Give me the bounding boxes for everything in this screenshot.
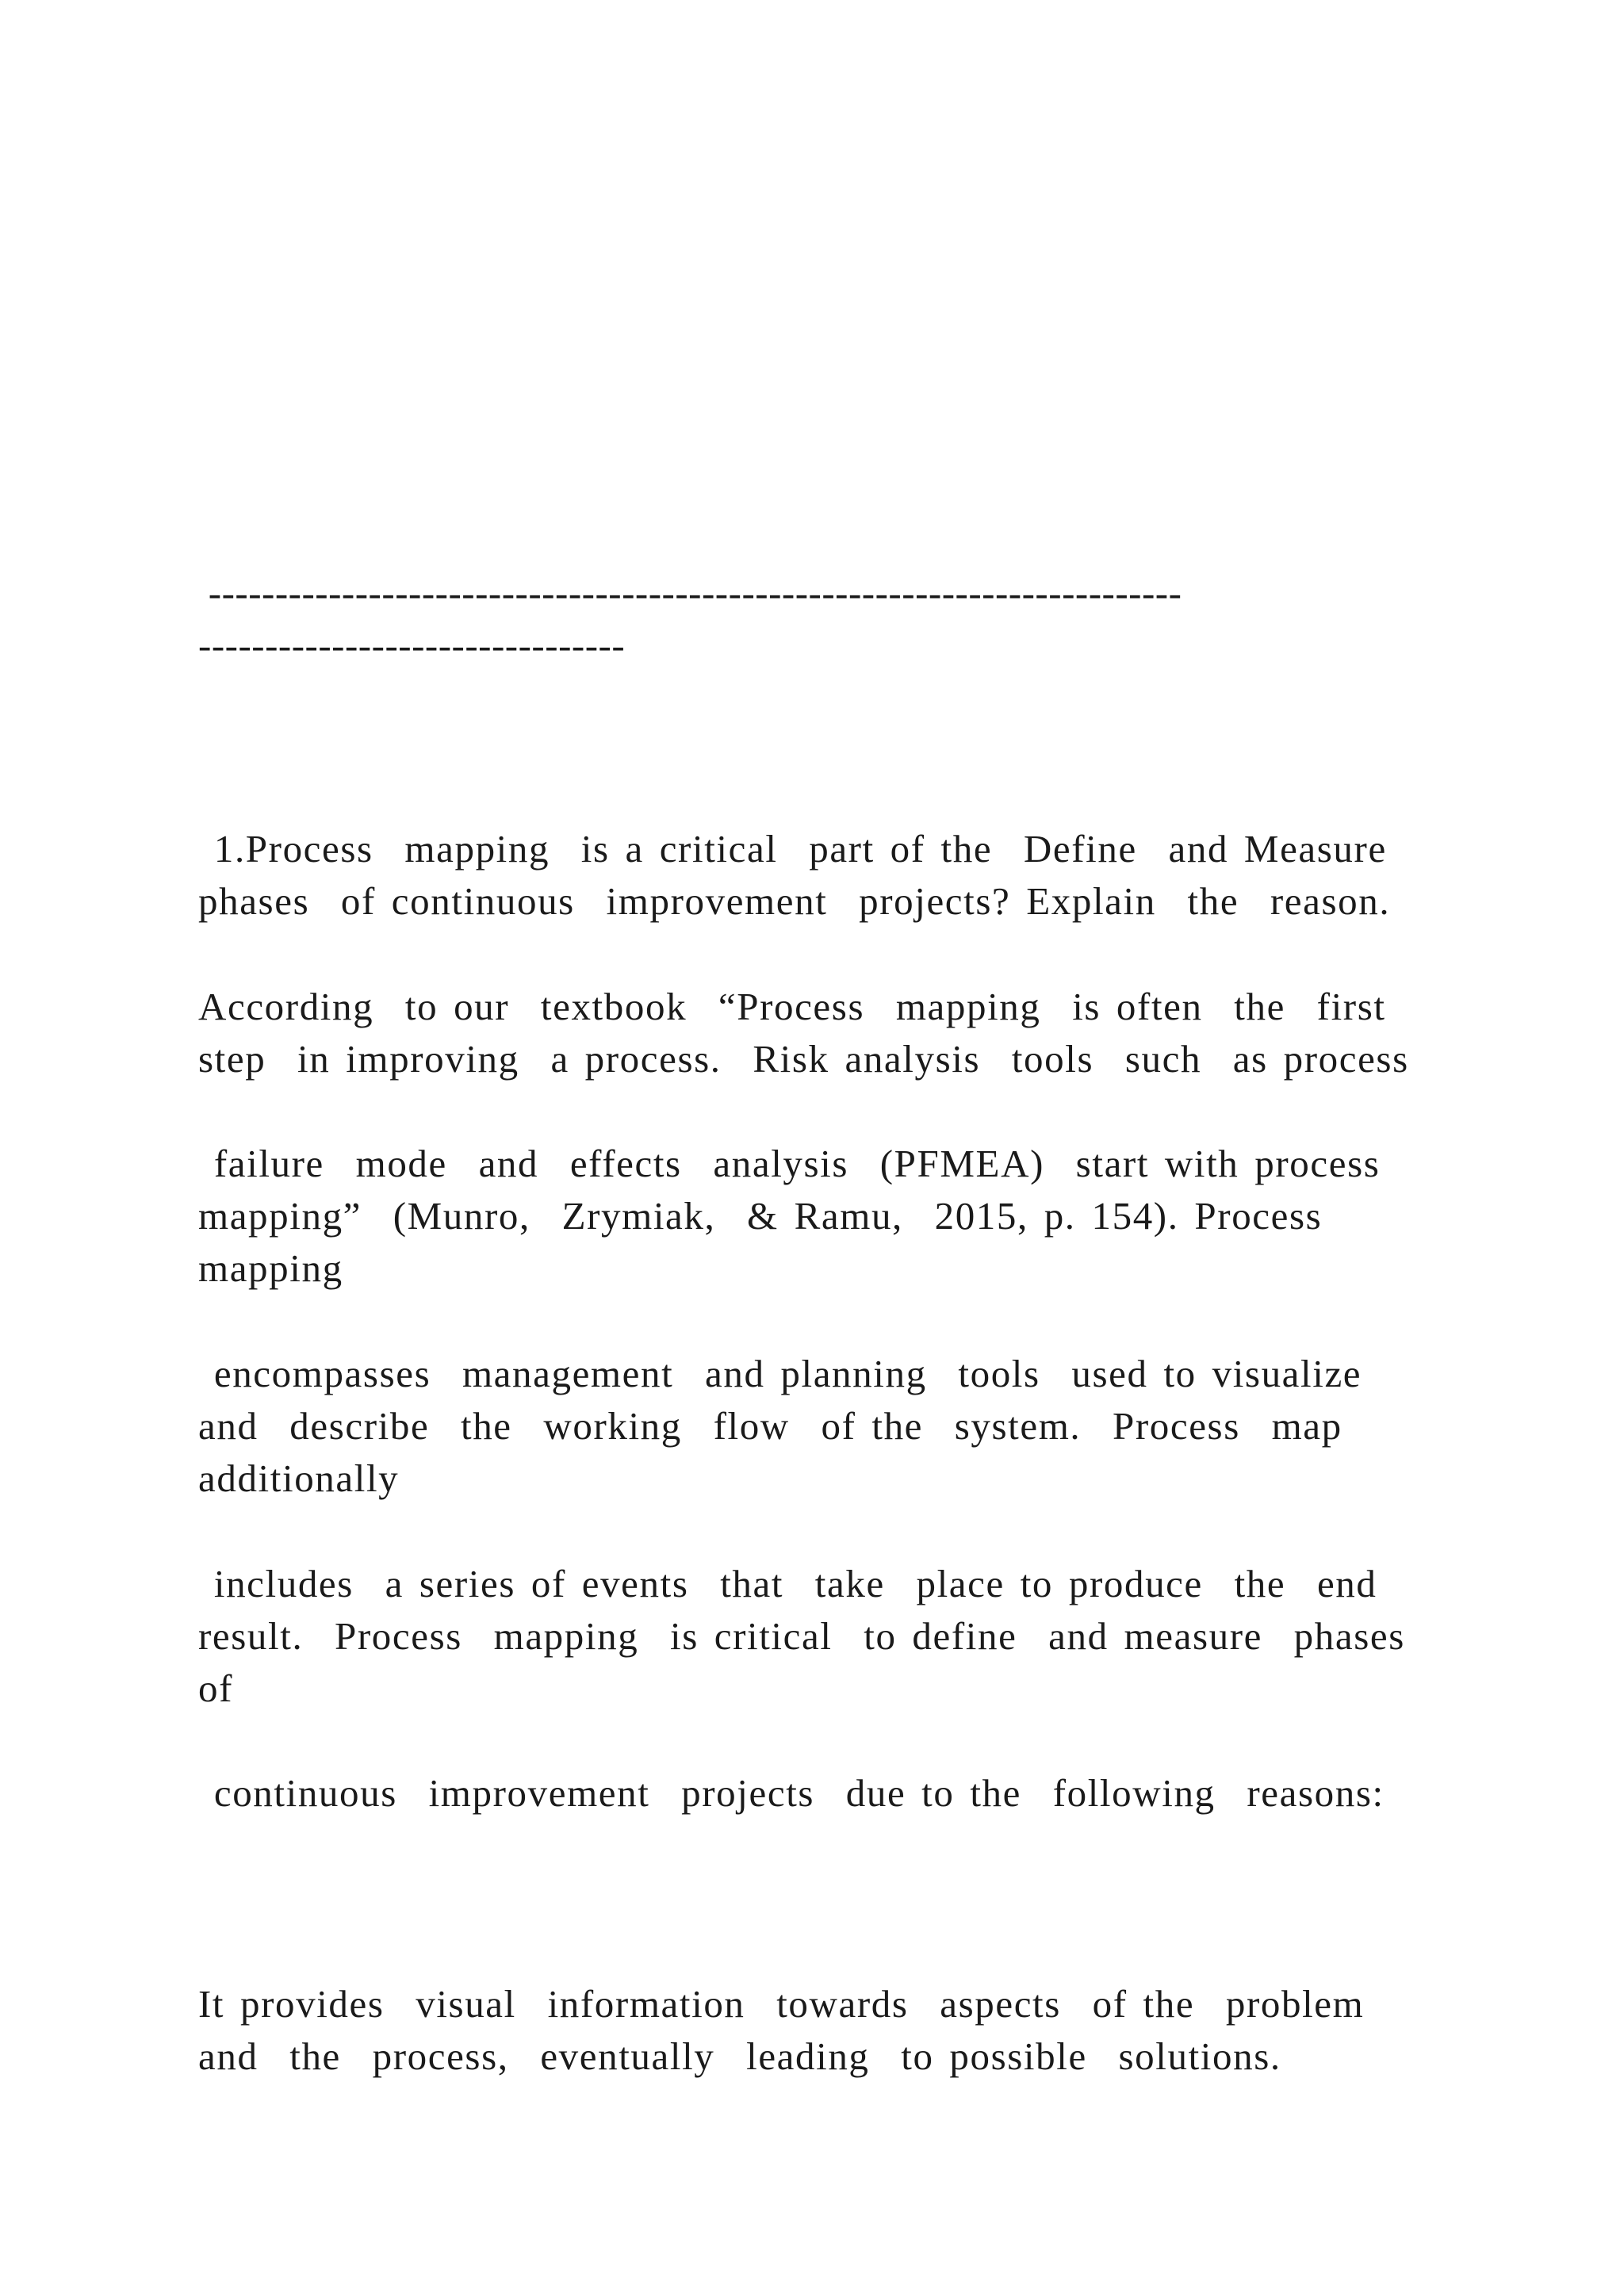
paragraph-line: failure mode and effects analysis (PFMEA) start with process (198, 1142, 1381, 1185)
paragraph-line: includes a series of events that take place to produce the end (198, 1562, 1377, 1605)
question-line: 1.Process mapping is a critical part of the Define and Measure (198, 827, 1387, 871)
separator-line: ------------------------------------------------------------------------- (198, 571, 1182, 614)
paragraph-line: of (198, 1667, 234, 1710)
paragraph-line: According to our textbook “Process mapping is often the first (198, 985, 1386, 1028)
question-line: phases of continuous improvement projects? Explain the reason. (198, 879, 1391, 923)
separator-line: -------------------------------- (198, 623, 626, 667)
paragraph-line: and the process, eventually leading to possible solutions. (198, 2034, 1281, 2078)
paragraph-line: step in improving a process. Risk analysis tools such as process (198, 1037, 1409, 1081)
paragraph-line: continuous improvement projects due to the following reasons: (198, 1771, 1385, 1815)
paragraph-line: and describe the working flow of the system. Process map (198, 1404, 1342, 1448)
paragraph-line: result. Process mapping is critical to define and measure phases (198, 1614, 1405, 1658)
paragraph-line: additionally (198, 1456, 400, 1500)
paragraph-line: mapping (198, 1246, 343, 1290)
paragraph-line: It provides visual information towards aspects of the problem (198, 1982, 1365, 2026)
paragraph-line: encompasses management and planning tools used to visualize (198, 1352, 1362, 1395)
paragraph-line: mapping” (Munro, Zrymiak, & Ramu, 2015, p. 154). Process (198, 1194, 1323, 1238)
